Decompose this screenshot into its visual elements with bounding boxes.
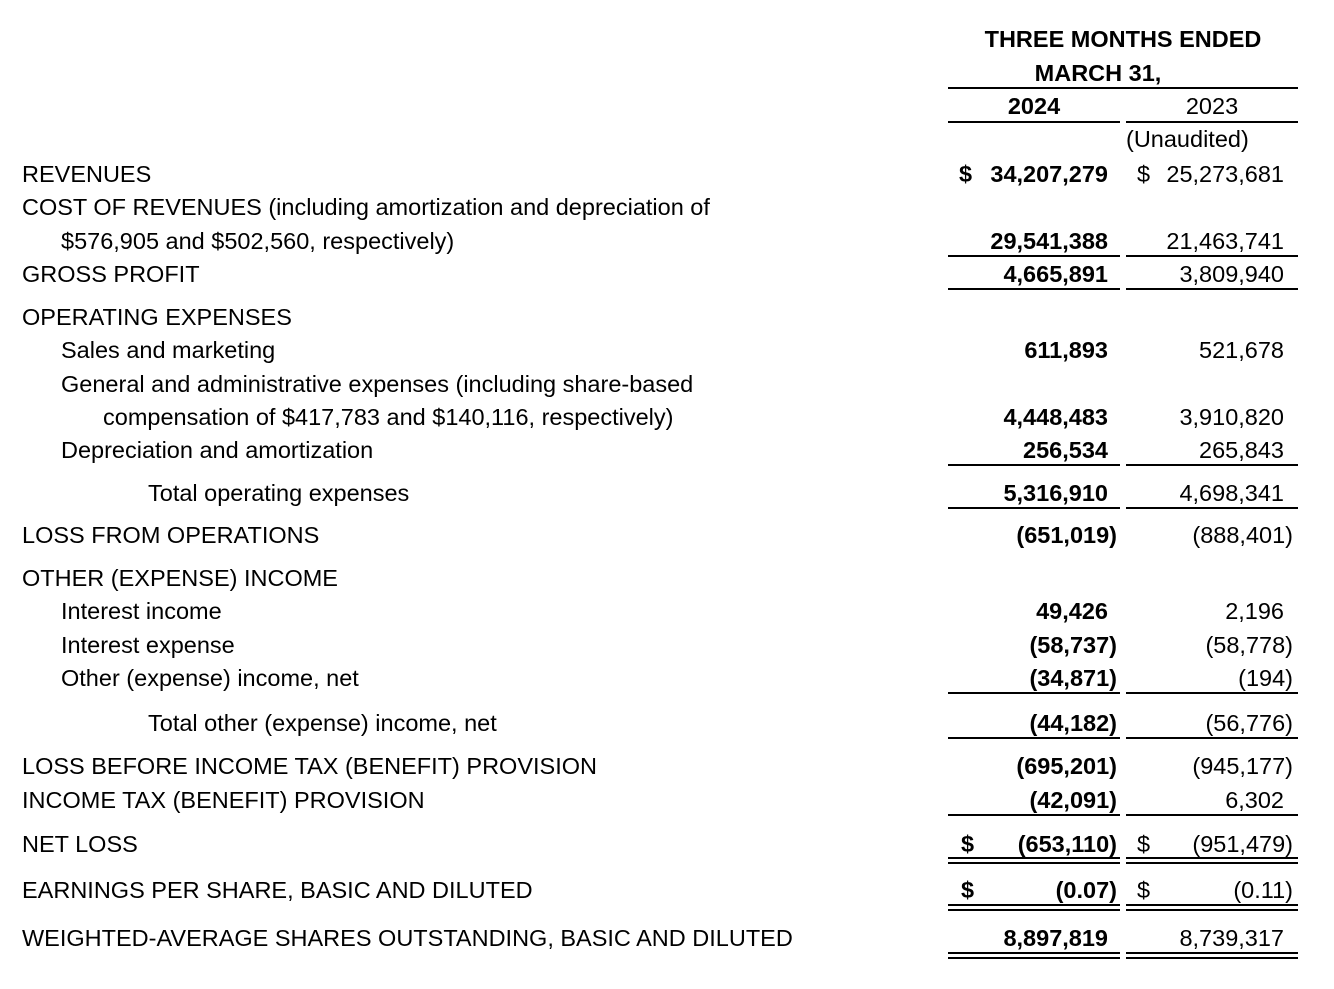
depreciation-2024: 256,534 [1023, 437, 1108, 463]
subtotal-rule [1126, 255, 1298, 257]
gross-profit-2023: 3,809,940 [1179, 261, 1284, 287]
currency-symbol: $ [959, 161, 973, 187]
subtotal-rule [1126, 737, 1298, 739]
other-net-2023: (194) [1238, 665, 1293, 691]
subtotal-rule [948, 255, 1120, 257]
loss-operations-2024: (651,019) [1016, 522, 1117, 548]
subtotal-rule [948, 288, 1120, 290]
subtotal-rule [948, 692, 1120, 694]
subtotal-rule [948, 464, 1120, 466]
general-admin-label-line1: General and administrative expenses (including share-based [61, 371, 694, 397]
subtotal-rule [1126, 814, 1298, 816]
period-header-line2: MARCH 31, [1034, 60, 1162, 86]
double-underline [1126, 857, 1298, 864]
total-other-2023: (56,776) [1205, 710, 1293, 736]
other-income-heading: OTHER (EXPENSE) INCOME [22, 565, 338, 591]
cost-of-revenues-label-line1: COST OF REVENUES (including amortization and depreciation of [22, 194, 710, 220]
cost-of-revenues-label-line2: $576,905 and $502,560, respectively) [61, 228, 455, 254]
double-underline [1126, 952, 1298, 959]
subtotal-rule [1126, 692, 1298, 694]
total-other-label: Total other (expense) income, net [148, 710, 497, 736]
gross-profit-2024: 4,665,891 [1003, 261, 1108, 287]
net-loss-2023: (951,479) [1192, 831, 1293, 857]
sales-marketing-label: Sales and marketing [61, 337, 276, 363]
sales-marketing-2023: 521,678 [1199, 337, 1284, 363]
other-net-label: Other (expense) income, net [61, 665, 359, 691]
eps-label: EARNINGS PER SHARE, BASIC AND DILUTED [22, 877, 533, 903]
interest-expense-label: Interest expense [61, 632, 235, 658]
currency-symbol: $ [961, 831, 975, 857]
weighted-shares-2024: 8,897,819 [1003, 925, 1108, 951]
loss-before-tax-2023: (945,177) [1192, 753, 1293, 779]
income-tax-2024: (42,091) [1029, 787, 1117, 813]
interest-income-2024: 49,426 [1036, 598, 1108, 624]
subtotal-rule [1126, 507, 1298, 509]
income-tax-label: INCOME TAX (BENEFIT) PROVISION [22, 787, 425, 813]
revenues-2024: 34,207,279 [990, 161, 1108, 187]
cost-of-revenues-2023: 21,463,741 [1166, 228, 1284, 254]
header-rule-2023 [1126, 121, 1298, 123]
subtotal-rule [1126, 464, 1298, 466]
cost-of-revenues-2024: 29,541,388 [990, 228, 1108, 254]
interest-income-label: Interest income [61, 598, 222, 624]
weighted-shares-2023: 8,739,317 [1179, 925, 1284, 951]
total-operating-label: Total operating expenses [148, 480, 410, 506]
gross-profit-label: GROSS PROFIT [22, 261, 200, 287]
total-operating-2023: 4,698,341 [1179, 480, 1284, 506]
header-rule-2024 [948, 121, 1120, 123]
year-2023-header: 2023 [1185, 93, 1239, 119]
revenues-2023: 25,273,681 [1166, 161, 1284, 187]
currency-symbol: $ [1137, 831, 1151, 857]
double-underline [948, 952, 1120, 959]
unaudited-label: (Unaudited) [1126, 126, 1249, 152]
general-admin-2024: 4,448,483 [1003, 404, 1108, 430]
currency-symbol: $ [1137, 161, 1151, 187]
operating-expenses-heading: OPERATING EXPENSES [22, 304, 292, 330]
subtotal-rule [948, 737, 1120, 739]
interest-income-2023: 2,196 [1225, 598, 1284, 624]
period-header-line1: THREE MONTHS ENDED [984, 26, 1262, 52]
loss-before-tax-label: LOSS BEFORE INCOME TAX (BENEFIT) PROVISION [22, 753, 597, 779]
subtotal-rule [948, 814, 1120, 816]
year-2024-header: 2024 [1007, 93, 1061, 119]
income-tax-2023: 6,302 [1225, 787, 1284, 813]
depreciation-2023: 265,843 [1199, 437, 1284, 463]
depreciation-label: Depreciation and amortization [61, 437, 374, 463]
subtotal-rule [948, 507, 1120, 509]
subtotal-rule [1126, 288, 1298, 290]
double-underline [1126, 904, 1298, 911]
loss-before-tax-2024: (695,201) [1016, 753, 1117, 779]
net-loss-label: NET LOSS [22, 831, 138, 857]
eps-2023: (0.11) [1233, 877, 1293, 903]
revenues-label: REVENUES [22, 161, 152, 187]
weighted-shares-label: WEIGHTED-AVERAGE SHARES OUTSTANDING, BASIC AND DILUTED [22, 925, 793, 951]
currency-symbol: $ [961, 877, 975, 903]
loss-operations-label: LOSS FROM OPERATIONS [22, 522, 320, 548]
sales-marketing-2024: 611,893 [1024, 337, 1108, 363]
currency-symbol: $ [1137, 877, 1151, 903]
header-rule [948, 87, 1298, 89]
general-admin-label-line2: compensation of $417,783 and $140,116, respectively) [103, 404, 674, 430]
double-underline [948, 904, 1120, 911]
other-net-2024: (34,871) [1029, 665, 1117, 691]
general-admin-2023: 3,910,820 [1179, 404, 1284, 430]
double-underline [948, 857, 1120, 864]
total-other-2024: (44,182) [1029, 710, 1117, 736]
total-operating-2024: 5,316,910 [1003, 480, 1108, 506]
net-loss-2024: (653,110) [1017, 831, 1117, 857]
loss-operations-2023: (888,401) [1192, 522, 1293, 548]
interest-expense-2024: (58,737) [1029, 632, 1117, 658]
eps-2024: (0.07) [1055, 877, 1117, 903]
interest-expense-2023: (58,778) [1205, 632, 1293, 658]
